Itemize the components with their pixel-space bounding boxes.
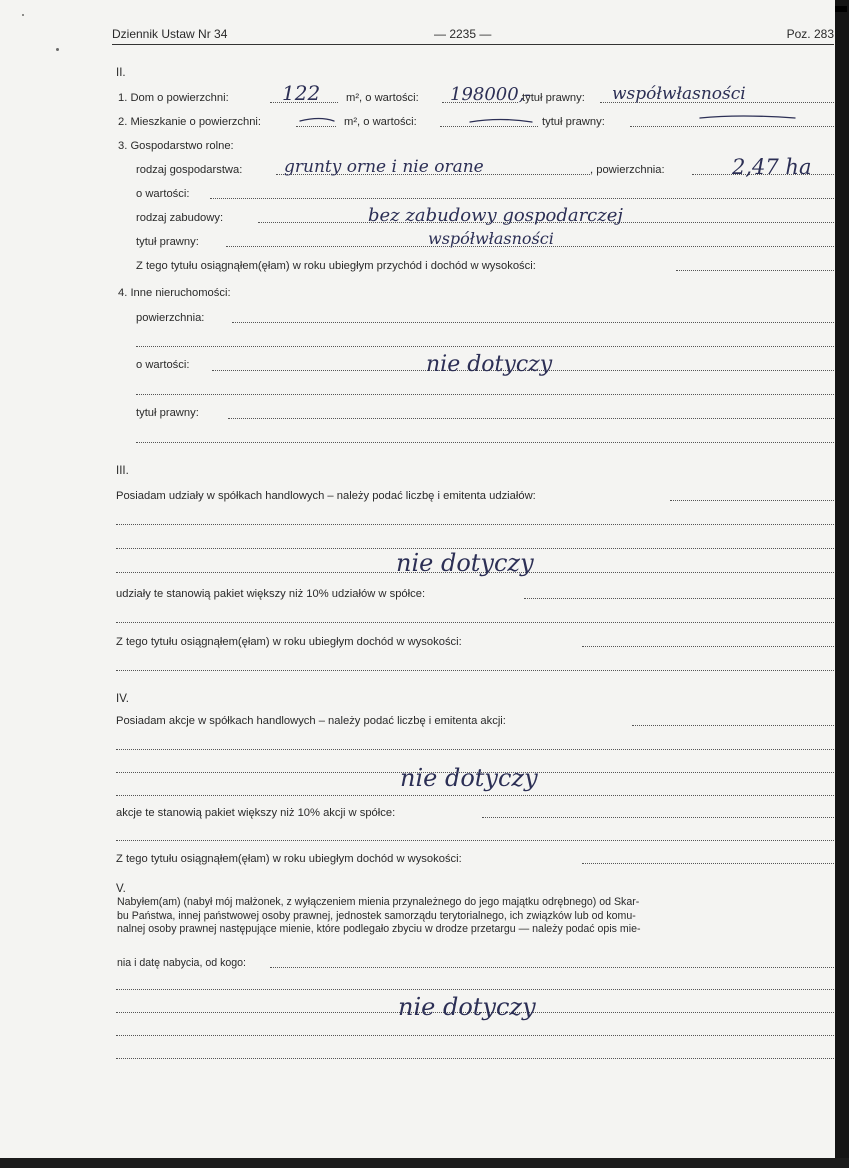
farm-area-label: , powierzchnia: [590, 164, 665, 176]
farm-value-label: o wartości: [136, 188, 190, 200]
house-unit-label: m², o wartości: [346, 92, 419, 104]
house-area-label: 1. Dom o powierzchni: [118, 92, 229, 104]
flat-unit-label: m², o wartości: [344, 116, 417, 128]
farm-building-label: rodzaj zabudowy: [136, 212, 224, 224]
handwritten-farm-type: grunty orne i nie orane [284, 157, 484, 177]
stocks-income-label: Z tego tytułu osiągnąłem(ęłam) w roku ubiegłym dochód w wysokości: [116, 853, 462, 865]
farm-label: 3. Gospodarstwo rolne: [118, 140, 234, 152]
section-3-numeral: III. [116, 465, 129, 477]
handwritten-house-value: 198000,- [450, 84, 531, 105]
section-4-numeral: IV. [116, 693, 130, 705]
farm-title-label: tytuł prawny: [136, 236, 199, 248]
handwritten-dash-flat-value [470, 120, 532, 123]
section-5-numeral: V. [116, 883, 126, 895]
handwritten-farm-area: 2,47 ha [732, 155, 812, 179]
section-2-numeral: II. [116, 67, 126, 79]
handwritten-shares-answer: nie dotyczy [396, 549, 534, 577]
house-title-label: tytuł prawny: [522, 92, 585, 104]
farm-type-label: rodzaj gospodarstwa: [136, 164, 243, 176]
handwritten-farm-title: współwłasności [428, 229, 554, 248]
flat-area-label: 2. Mieszkanie o powierzchni: [118, 116, 262, 128]
position-number: Poz. 283 [786, 27, 834, 41]
page-number: — 2235 — [434, 27, 492, 41]
other-property-label: 4. Inne nieruchomości: [118, 287, 231, 299]
flat-title-label: tytuł prawny: [542, 116, 605, 128]
acquisition-text-line-4: nia i datę nabycia, od kogo: [117, 957, 246, 969]
handwritten-house-area: 122 [282, 81, 321, 105]
shares-packet-label: udziały te stanowią pakiet większy niż 10% udziałów w spółce: [116, 588, 426, 600]
other-title-label: tytuł prawny: [136, 407, 199, 419]
handwritten-farm-building: bez zabudowy gospodarczej [368, 205, 623, 226]
farm-income-label: Z tego tytułu osiągnąłem(ęłam) w roku ubiegłym przychód i dochód w wysokości: [136, 260, 536, 272]
acquisition-text-line-1: Nabyłem(am) (nabył mój małżonek, z wyłączeniem mienia przynależnego do jego majątku odrębnego) od Skar- [117, 896, 640, 908]
other-area-label: powierzchnia: [136, 312, 205, 324]
shares-label: Posiadam udziały w spółkach handlowych – należy podać liczbę i emitenta udziałów: [116, 490, 536, 502]
handwritten-dash-flat-title [700, 116, 795, 118]
handwritten-stocks-answer: nie dotyczy [400, 764, 538, 792]
stocks-label: Posiadam akcje w spółkach handlowych – należy podać liczbę i emitenta akcji: [116, 715, 506, 727]
shares-income-label: Z tego tytułu osiągnąłem(ęłam) w roku ubiegłym dochód w wysokości: [116, 636, 462, 648]
stocks-packet-label: akcje te stanowią pakiet większy niż 10% akcji w spółce: [116, 807, 396, 819]
handwritten-other-value: nie dotyczy [426, 352, 553, 377]
journal-title: Dziennik Ustaw Nr 34 [112, 27, 228, 41]
handwritten-house-title: współwłasności [612, 84, 746, 104]
acquisition-text-line-2: bu Państwa, innej państwowej osoby prawnej, jednostek samorządu terytorialnego, ich związków lub od komu- [117, 909, 636, 922]
handwritten-acquisition-answer: nie dotyczy [398, 993, 536, 1021]
handwritten-dash-flat-area [300, 119, 334, 122]
acquisition-text-line-3: nalnej osoby prawnej następujące mienie, które podlegało zbyciu w drodze przetargu — należy podać opis mie- [117, 923, 641, 936]
other-value-label: o wartości: [136, 359, 190, 371]
